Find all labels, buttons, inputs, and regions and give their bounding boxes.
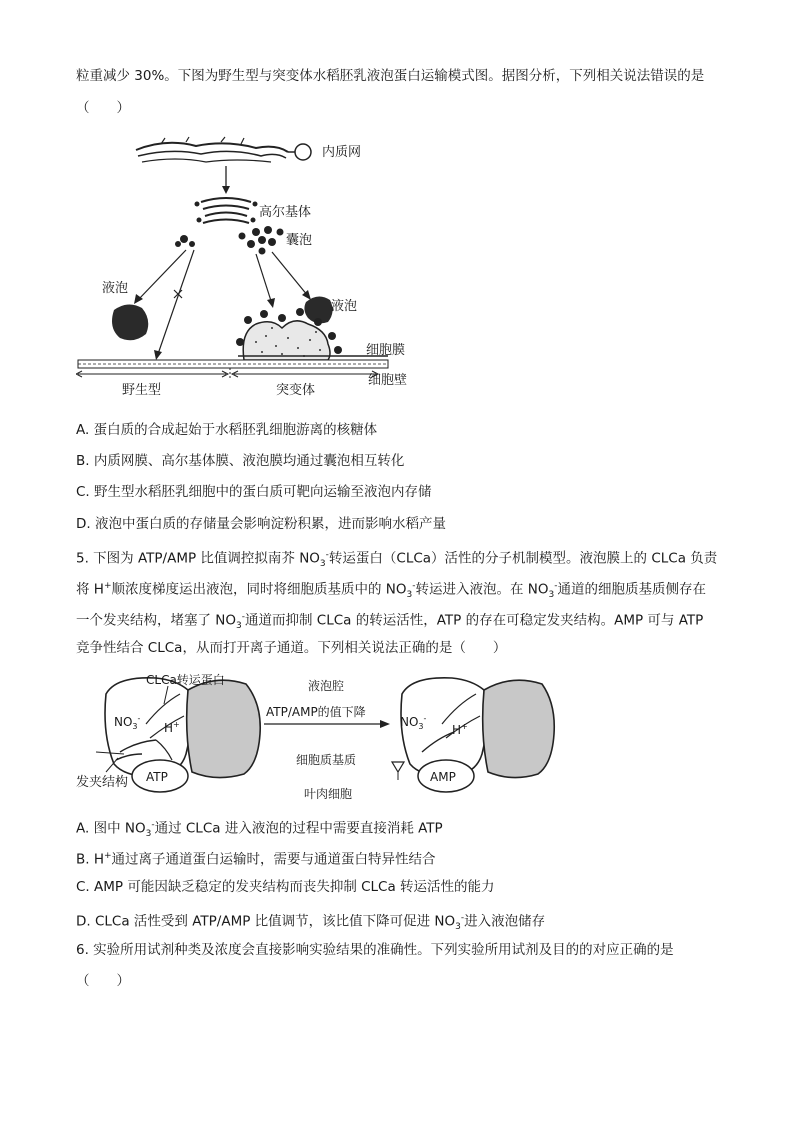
q5-option-a: A. 图中 $NO_3^-$通过 CLCa 进入液泡的过程中需要直接消耗 ATP — [76, 820, 443, 840]
label-clca: CLCa转运蛋白 — [146, 673, 225, 687]
golgi-shape — [195, 198, 258, 223]
q6-stem-line1: 6. 实验所用试剂种类及浓度会直接影响实验结果的准确性。下列实验所用试剂及目的的对应正确的是 — [76, 942, 674, 958]
label-wall: 细胞壁 — [368, 373, 408, 388]
label-ratio-arrow: ATP/AMP的值下降 — [266, 705, 366, 719]
q4-option-d: D. 液泡中蛋白质的存储量会影响淀粉积累，进而影响水稻产量 — [76, 516, 446, 532]
q5-stem-line1: 5. 下图为 ATP/AMP 比值调控拟南芥 $NO_3^-$转运蛋白（CLCa）活性的分子机制模型。液泡膜上的 CLCa 负责 — [76, 550, 718, 570]
q6-stem-line2: （ ） — [76, 973, 130, 989]
q5-stem-line2: 将 H+顺浓度梯度运出液泡，同时将细胞质基质中的 $NO_3^-$转运进入液泡。在 $NO_3^-$通道的细胞质基质侧存在 — [76, 581, 706, 601]
q4-stem-line1: 粒重减少 30%。下图为野生型与突变体水稻胚乳液泡蛋白运输模式图。据图分析，下列相关说法错误的是 — [76, 68, 705, 84]
q4-option-c: C. 野生型水稻胚乳细胞中的蛋白质可靶向运输至液泡内存储 — [76, 484, 432, 500]
clca-right — [401, 678, 554, 778]
label-vacuole-right: 液泡 — [331, 299, 358, 314]
label-amp: AMP — [430, 770, 456, 784]
q4-option-a: A. 蛋白质的合成起始于水稻胚乳细胞游离的核糖体 — [76, 422, 378, 438]
q4-stem-line2: （ ） — [76, 100, 130, 116]
label-hplus-right: H+ — [452, 722, 468, 737]
q5-stem-line4: 竞争性结合 CLCa，从而打开离子通道。下列相关说法正确的是（ ） — [76, 640, 507, 656]
label-golgi: 高尔基体 — [259, 205, 312, 220]
label-atp: ATP — [146, 770, 168, 784]
protein-transport-figure — [76, 132, 436, 404]
label-hairpin: 发夹结构 — [76, 775, 129, 790]
label-lumen: 液泡腔 — [308, 679, 345, 693]
label-er: 内质网 — [322, 145, 362, 160]
label-vacuole-left: 液泡 — [102, 281, 129, 296]
er-shape — [136, 137, 311, 162]
label-cell: 叶肉细胞 — [304, 787, 353, 801]
q5-option-c: C. AMP 可能因缺乏稳定的发夹结构而丧失抑制 CLCa 转运活性的能力 — [76, 879, 495, 895]
clca-model-figure — [76, 664, 556, 808]
label-no3-left: $NO_3^-$ — [114, 714, 141, 731]
label-vesicle: 囊泡 — [286, 233, 313, 248]
q4-option-b: B. 内质网膜、高尔基体膜、液泡膜均通过囊泡相互转化 — [76, 453, 405, 469]
label-cytosol: 细胞质基质 — [296, 753, 357, 767]
label-membrane: 细胞膜 — [366, 343, 406, 358]
vacuole-left-shape — [112, 304, 148, 340]
mutant-bulge — [243, 321, 330, 360]
label-mutant: 突变体 — [276, 383, 316, 398]
vesicles — [175, 226, 284, 255]
label-wild: 野生型 — [122, 383, 162, 398]
q5-stem-line3: 一个发夹结构，堵塞了 $NO_3^-$通道而抑制 CLCa 的转运活性，ATP 的存在可稳定发夹结构。AMP 可与 ATP — [76, 612, 704, 632]
q5-option-d: D. CLCa 活性受到 ATP/AMP 比值调节，该比值下降可促进 $NO_3^-$进入液泡储存 — [76, 913, 546, 933]
label-no3-right: $NO_3^-$ — [400, 714, 427, 731]
q5-option-b: B. H+通过离子通道蛋白运输时，需要与通道蛋白特异性结合 — [76, 851, 436, 868]
label-hplus-left: H+ — [164, 720, 180, 735]
